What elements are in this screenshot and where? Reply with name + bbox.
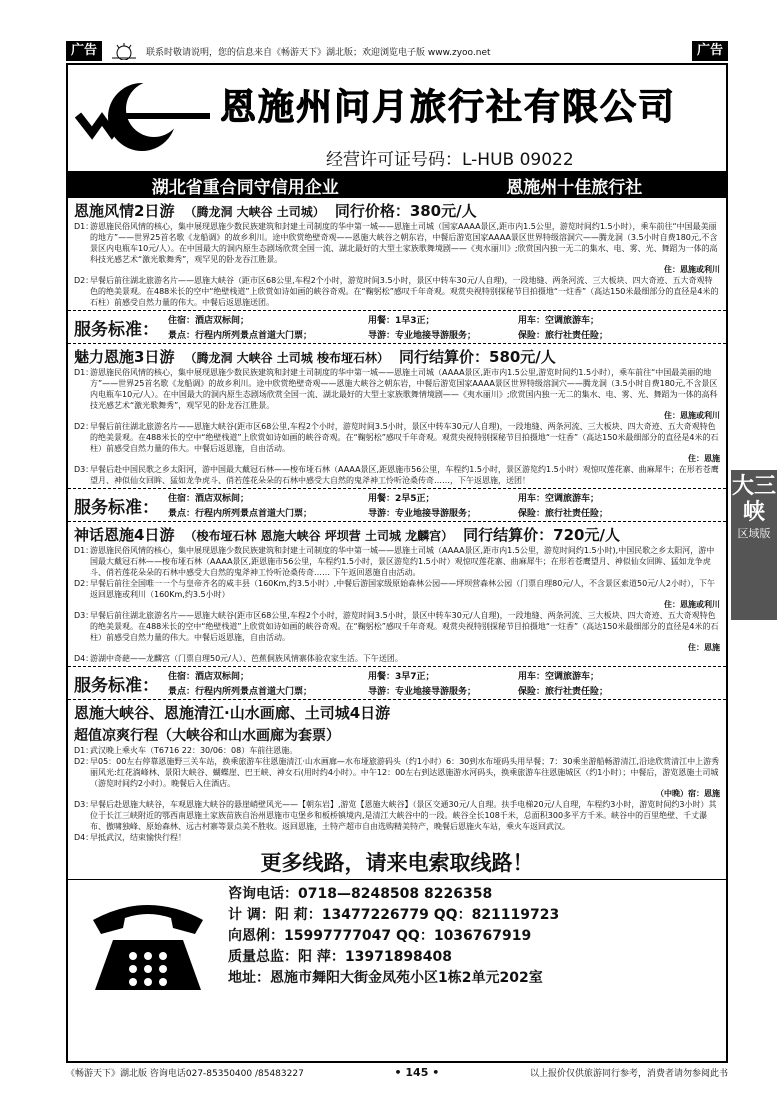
stay-note: 住：恩施	[688, 643, 720, 652]
dispatcher-1: 计 调：阳 莉：13477226779 QQ：821119723	[228, 907, 560, 923]
itinerary-day: D2： 早餐后前往全国唯一一个与皇帝齐名的咸丰县（160Km,约3.5小时）,中餐后游国家级原始森林公园——坪坝营森林公园（门票自理80元/人，不含景区索道50元/人2小时），下午返回恩施或利川（160Km,约3.5小时）	[74, 579, 715, 599]
tour-title: 神话恩施4日游 （梭布垭石林 恩施大峡谷 坪坝营 土司城 龙麟宫） 同行结算价：720元/人	[74, 526, 620, 544]
itinerary-day: D1： 游恩施民俗风情的核心，集中展现恩施少数民族建筑和封建土司制度的华中第一城——恩施土司城（国家AAAA景区,距市内1.5公里，游览时间约1.5小时），乘车前往“中国最美丽的地方”——世界25首名歌《龙船调》的故乡利川。途中欣赏绝壁奇观——恩施大峡谷之朝东岩，中餐后游览国家AAAA景区世界特级溶洞穴——腾龙洞（3.5小时自费180元,不含景区内电瓶车10元/人）。在中国最大的洞内原生态剧场欣赏全国一流、湖北最好的大型土家族歌舞境剧——《夷水丽川》;欣赏国内独一无二的集水、电、雾、光、舞蹈为一体的高科技光感艺术“激光歌舞秀”，观罕见的卧龙吞江胜景。	[74, 222, 718, 264]
honor-left: 湖北省重合同守信用企业	[151, 177, 339, 198]
tour-title: 恩施大峡谷、恩施清江·山水画廊、土司城4日游	[74, 704, 391, 722]
itinerary-day: D2： 早05：00左右停靠恩施野三关车站，换乘旅游车往恩施清江·山水画廊—水布垭旅游码头（约1小时）6：30到水布垭码头用早餐；7：30乘坐游船畅游清江,沿途欣赏清江中上游秀丽风光:红花淌峰林、景阳大峡谷、蝴蝶崖、巴王峡、神女石(用时约4小时）。中午12：00左右到达恩施游水河码头，换乘旅游车往恩施城区（约1小时）；中餐后，游览恩施土司城（游览时间约2小时）。晚餐后入住酒店。	[74, 757, 720, 788]
stay-note: （中晚）宿：恩施	[656, 789, 720, 798]
quality-supervisor: 质量总监：阳 萍：13971898408	[228, 949, 453, 965]
magazine-logo-icon	[108, 41, 140, 61]
consult-phone: 咨询电话：0718—8248508 8226358	[228, 886, 493, 902]
ad-tag-left: 广告	[66, 41, 102, 61]
telephone-icon	[68, 880, 228, 1010]
tour-section	[68, 200, 726, 308]
page-footer	[66, 1066, 728, 1079]
address: 地址：恩施市舞阳大街金凤苑小区1栋2单元202室	[228, 970, 543, 986]
tour-title: 魅力恩施3日游 （腾龙洞 大峡谷 土司城 梭布垭石林） 同行结算价：580元/人	[74, 348, 556, 366]
honor-bar	[68, 172, 726, 198]
tour-title: 恩施风情2日游 （腾龙洞 大峡谷 土司城） 同行价格：380元/人	[74, 202, 477, 220]
itinerary-day: D2： 早餐后前往湖北旅游名片——恩施大峡谷(距市区68公里,车程2个小时，游览时间3.5小时，景区中转车30元/人自理)，一段地缝、两条河流、三大板块、四大奇迹、五大奇观特色的绝美景观。在488米长的空中“绝壁栈道”上欣赏如诗如画的峡谷奇观。在“鞠躬松”感叹千年奇观。观赏央视特别探秘节目拍摄地“一炷香”（高达150米最细部分的直径是4米的石柱）前感受自然力量的伟大。中餐后返恩施，自由活动。	[74, 422, 719, 453]
itinerary-day: D4： 游湖中奇葩——龙麟宫（门票自理50元/人）、芭蕉侗族风情寨体验农家生活。下午送团。	[74, 654, 403, 663]
header-note: 联系时敬请说明，您的信息来自《畅游天下》湖北版；欢迎浏览电子版 www.zyoo.net	[146, 47, 491, 58]
itinerary-day: D3： 早餐后赴恩施大峡谷，车观恩施大峡谷的悬崖峭壁风光——【朝东岩】,游览【恩施大峡谷】（景区交通30元/人自理。扶手电梯20元/人自理，车程约3小时，游览时间约3小时）其位于长江三峡附近的鄂西南恩施土家族苗族自治州恩施市屯堡乡和板桥镇境内,是清江大峡谷中的一段。峡谷全长108千米，总面积300多平方千米。峡谷中的百里绝壁、千丈瀑布、傲啸独峰、原始森林、远古村寨等景点美不胜收。返回恩施，土特产超市自由选购精美特产，晚餐后恩施火车站，乘火车返回武汉。	[74, 800, 717, 831]
itinerary-day: D1： 武汉晚上乘火车（T6716 22：30/06：08）车前往恩施。	[74, 746, 298, 755]
contact-block	[68, 879, 726, 1010]
itinerary-day: D3： 早餐后前往湖北旅游名片——恩施大峡谷(距市区68公里,车程2个小时，游览时间3.5小时，景区中转车30元/人自理)，一段地缝、两条河流、三大板块、四大奇迹、五大奇观特色的绝美景观。在488米长的空中“绝壁栈道”上欣赏如诗如画的峡谷奇观。在“鞠躬松”感叹千年奇观。观赏央视特别探秘节目拍摄地“一炷香”（高达150米最细部分的直径是4米的石柱）前感受自然力量的伟大。中餐后返恩施，自由活动。	[74, 611, 719, 642]
footer-left: 《畅游天下》湖北版 咨询电话027-85350400 /85483227	[66, 1069, 304, 1079]
ad-tag-right: 广告	[692, 41, 728, 61]
itinerary-day: D3： 早餐后赴中国民歌之乡太阳河，游中国最大戴冠石林——梭布垭石林（AAAA景区,距恩施市56公里，车程约1.5小时，景区游览约1.5小时）观惊叹莲花寨、曲麻犀牛；在形若苍鹰望月、神似仙女回眸、猛如龙争虎斗、俏若莲花朵朵的石林中感受大自然的鬼斧神工怜听沧桑传奇……，下午返恩施，送团！	[74, 465, 719, 485]
dispatcher-2: 向恩俐：15997777047 QQ：1036767919	[228, 928, 532, 944]
itinerary-day: D1： 游恩施民俗风情的核心，集中展现恩施少数民族建筑和封建土司制度的华中第一城——恩施土司城（AAAA景区,距市内1.5公里，游览时间约1.5小时),中国民歌之乡太阳河，游中国最大戴冠石林——梭布垭石林（AAAA景区,距恩施市56公里，车程约1.5小时，景区游览约1.5小时）观惊叹莲花寨、曲麻犀牛；在形若苍鹰望月、神似仙女回眸、猛如龙争虎斗、俏若莲花朵朵的石林中感受大自然的鬼斧神工怜听沧桑传奇…… 下午返回恩施自由活动。	[74, 546, 715, 577]
region-tab: 大三峡 区域版	[731, 470, 777, 620]
service-standard: 服务标准： 住宿：酒店双标间； 用餐：1早3正； 用车：空调旅游车； 景点：行程内所列景点首道大门票； 导游：专业地接导游服务； 保险：旅行社责任险；	[68, 310, 726, 344]
service-standard: 服务标准： 住宿：酒店双标间； 用餐：2早5正； 用车：空调旅游车； 景点：行程内所列景点首道大门票； 导游：专业地接导游服务； 保险：旅行社责任险；	[68, 488, 726, 522]
tour-section	[68, 346, 726, 486]
tour-subtitle: 超值凉爽行程（大峡谷和山水画廊为套票）	[74, 728, 340, 744]
license-number: 经营许可证号码：L-HUB 09022	[326, 150, 574, 170]
advertisement-frame	[66, 63, 728, 1063]
company-banner	[68, 65, 726, 172]
itinerary-day: D2： 早餐后前往湖北旅游名片——恩施大峡谷（距市区68公里,车程2个小时，游览时间3.5小时，景区中转车30元/人自理)，一段地缝、两条河流、三大板块、四大奇迹、五大奇观特色的绝美景观。在488米长的空中“绝壁栈道”上欣赏如诗如画的峡谷奇观。在“鞠躬松”感叹千年奇观。观赏央视特别探秘节目拍摄地“一炷香”（高达150米最细部分的直径是4米的石柱）前感受自然力量的伟大。中餐后返恩施送团。	[74, 276, 719, 307]
tour-section	[68, 524, 726, 664]
more-routes-slogan: 更多线路，请来电索取线路！	[260, 851, 534, 875]
tour-section	[68, 702, 726, 843]
service-standard: 服务标准： 住宿：酒店双标间； 用餐：3早7正； 用车：空调旅游车； 景点：行程内所列景点首道大门票； 导游：专业地接导游服务； 保险：旅行社责任险；	[68, 666, 726, 700]
stay-note: 住：恩施或利川	[664, 600, 720, 609]
company-name: 恩施州问月旅行社有限公司	[220, 87, 677, 128]
stay-note: 住：恩施或利川	[664, 411, 720, 420]
page-number: • 145 •	[394, 1066, 440, 1079]
footer-right: 以上报价仅供旅游同行参考，消费者请勿参阅此书	[529, 1069, 728, 1079]
company-logo-icon	[74, 75, 214, 155]
itinerary-day: D1： 游恩施民俗风情的核心，集中展现恩施少数民族建筑和封建土司制度的华中第一城——恩施土司城（AAAA景区,距市内1.5公里,游览时间约1.5小时），乘车前往“中国最美丽的地方”——世界25首名歌《龙船调》的故乡利川。途中欣赏绝壁奇观——恩施大峡谷之朝东岩，中餐后游览国家AAAA景区世界特级溶洞穴——腾龙洞（3.5小时自费180元,不含景区内电瓶车10元/人）。在中国最大的洞内原生态剧场欣赏全国一流、湖北最好的大型土家族歌舞情境剧——《夷水丽川》;欣赏国内独一无二的集水、电、雾、光、舞蹈为一体的高科技光感艺术“激光歌舞秀”，观罕见的卧龙吞江胜景。	[74, 368, 718, 410]
itinerary-day: D4： 早抵武汉，结束愉快行程！	[74, 833, 186, 842]
stay-note: 住：恩施或利川	[664, 265, 720, 274]
stay-note: 住：恩施	[688, 454, 720, 463]
honor-right: 恩施州十佳旅行社	[506, 177, 643, 198]
page-header	[66, 40, 728, 62]
